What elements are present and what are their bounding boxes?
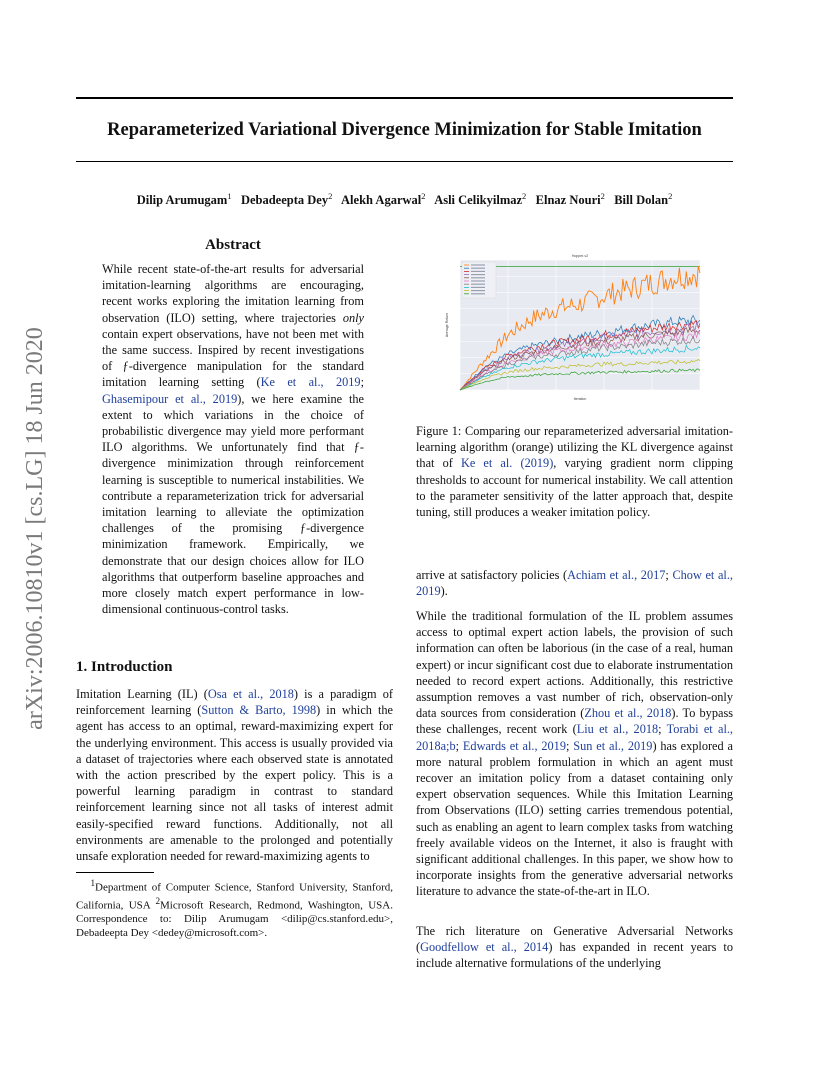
citation-link[interactable]: Ke et al. (2019): [460, 456, 554, 471]
legend-entry: [471, 277, 485, 278]
legend-entry: [471, 271, 485, 272]
author: Debadeepta Dey$^2$: [240, 191, 333, 208]
citation-link[interactable]: Edwards et al., 2019: [462, 738, 566, 753]
citation-link[interactable]: Ke et al., 2019: [260, 375, 361, 390]
legend-box: [462, 262, 496, 298]
body-paragraph: While the traditional formulation of the IL problem assumes access to optimal expert action labels, the provision of such information can often be laborious (in the case of a real, human expert) or incur significant cost due to elaborate instrumentation needed to record expert actions. Additionally, this restrictive assumption removes a vast number of rich, observation-only data sources from consideration (Zhou et al., 2018). To bypass these challenges, recent work (Liu et al., 2018; Torabi et al., 2018a;b; Edwards et al., 2019; Sun et al., 2019) has explored a more natural problem formulation in which an agent must recover an imitation policy from a dataset containing only expert observation sequences. While this Imitation Learning from Observations (ILO) setting carries tremendous potential, such as enabling an agent to learn complex tasks from watching freely available videos on the Internet, it also is fraught with significant additional challenges. In this paper, we show how to incorporate insights from the generative adversarial networks literature to advance the state-of-the-art in ILO.: [416, 609, 734, 899]
author: Dilip Arumugam$^1$: [136, 191, 232, 208]
footnote-rule: [76, 872, 154, 873]
citation-link[interactable]: Sutton & Barto, 1998: [201, 703, 317, 718]
abstract-heading: Abstract: [205, 237, 261, 253]
citation-link[interactable]: Osa et al., 2018: [207, 687, 294, 701]
figure-1-chart: [440, 250, 705, 408]
citation-link[interactable]: Ghasemipour et al., 2019: [102, 391, 238, 406]
legend-entry: [471, 284, 485, 285]
legend-entry: [471, 290, 485, 291]
title-rule: [76, 161, 733, 162]
citation-link[interactable]: Goodfellow et al., 2014: [420, 940, 549, 955]
citation-link[interactable]: Zhou et al., 2018: [584, 706, 672, 721]
intro-paragraph: Imitation Learning (IL) (Osa et al., 2018) is a paradigm of reinforcement learning (Sutton & Barto, 1998) in which the agent has access to an optimal, reward-maximizing expert for the underlying environment. This access is usually provided via a dataset of trajectories where each observed state is annotated with the action prescribed by the expert policy. This is a powerful learning paradigm in contrast to standard reinforcement learning since not all tasks of interest admit easily-specified reward functions. Additionally, not all environments are amenable to the prolonged and potentially unsafe exploration needed for reward-maximizing agents to: [76, 687, 393, 864]
author-list: [76, 191, 733, 208]
chart-legend: [462, 262, 496, 298]
paper-title: Reparameterized Variational Divergence Minimization for Stable Imitation: [107, 120, 702, 140]
abstract-body: While recent state-of-the-art results for adversarial imitation-learning algorithms are encouraging, recent works exploring the imitation learning from observation (ILO) setting, where trajectories only contain expert observations, have not been met with the same success. Inspired by recent investigations of ƒ-divergence manipulation for the standard imitation learning setting (Ke et al., 2019; Ghasemipour et al., 2019), we here examine the extent to which variations in the choice of probabilistic divergence may yield more performant ILO algorithms. We unfortunately find that ƒ-divergence minimization through reinforcement learning is susceptible to numerical instabilities. We contribute a reparameterization trick for adversarial imitation learning to alleviate the optimization challenges of the promising ƒ-divergence minimization framework. Empirically, we demonstrate that our design choices allow for ILO algorithms that outperform baseline approaches and more closely match expert performance in low-dimensional continuous-control tasks.: [102, 262, 365, 617]
author: Asli Celikyilmaz$^2$: [434, 191, 527, 208]
x-axis-label: Iteration: [573, 397, 587, 401]
footnote: $^1$Department of Computer Science, Stanford University, Stanford, California, USA $^2$Microsoft Research, Redmond, Washington, USA. Correspondence to: Dilip Arumugam <dilip@cs.stanford.edu>, Debadeepta Dey <dedey@microsoft.com>.: [76, 878, 393, 939]
chart-title: Hopper-v2: [571, 254, 589, 258]
body-paragraph: The rich literature on Generative Adversarial Networks (Goodfellow et al., 2014) has expanded in recent years to include alternative formulations of the underlying: [416, 924, 733, 971]
legend-entry: [471, 293, 485, 294]
citation-link[interactable]: Sun et al., 2019: [573, 738, 653, 753]
author: Elnaz Nouri$^2$: [535, 191, 605, 208]
legend-entry: [471, 268, 485, 269]
figure-caption: Figure 1: Comparing our reparameterized adversarial imitation-learning algorithm (orange) utilizing the KL divergence against that of Ke et al. (2019), varying gradient norm clipping thresholds to account for numerical instability. We call attention to the parameter sensitivity of the latter approach that, despite tuning, still produces a weaker imitation policy.: [416, 424, 734, 520]
citation-link[interactable]: Chow et al., 2019: [416, 568, 733, 599]
continuation-paragraph: arrive at satisfactory policies (Achiam et al., 2017; Chow et al., 2019).: [416, 568, 733, 599]
citation-link[interactable]: Torabi et al., 2018a;b: [416, 722, 734, 753]
legend-entry: [471, 274, 485, 275]
legend-entry: [471, 264, 485, 265]
top-rule: [76, 97, 733, 99]
arxiv-stamp[interactable]: arXiv:2006.10810v1 [cs.LG] 18 Jun 2020: [21, 327, 48, 730]
legend-entry: [471, 287, 485, 288]
citation-link[interactable]: Achiam et al., 2017: [567, 568, 666, 582]
author: Alekh Agarwal$^2$: [341, 191, 426, 208]
section-heading: 1. Introduction: [76, 659, 173, 675]
citation-link[interactable]: Liu et al., 2018: [576, 722, 659, 737]
y-axis-label: Average Return: [445, 312, 449, 338]
author: Bill Dolan$^2$: [614, 191, 673, 208]
legend-entry: [471, 280, 485, 281]
